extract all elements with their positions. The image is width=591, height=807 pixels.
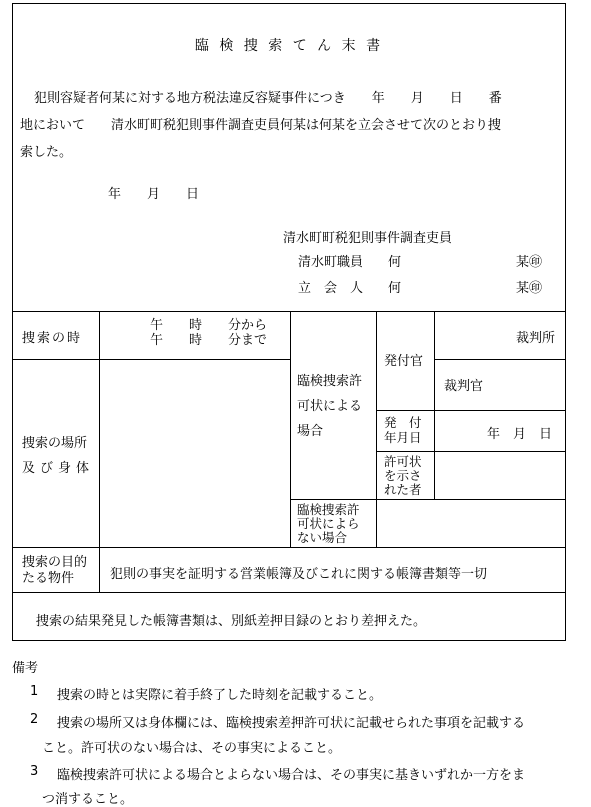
intro-line-3: 索した。: [20, 145, 73, 160]
right-block-left-line: [290, 311, 291, 548]
date-row-bottom: [376, 451, 566, 452]
purpose-label-2: たる物件: [22, 571, 75, 586]
warrant-case-2: 可状による: [297, 399, 363, 414]
issue-date-label-2: 年月日: [384, 430, 422, 445]
staff-name: 何: [388, 255, 402, 270]
table-top-line: [12, 311, 566, 312]
note-3-text: 臨検捜索許可状による場合とよらない場合は、その事実に基きいずれか一方をま: [57, 768, 526, 783]
time-label: 捜索の時: [22, 331, 83, 346]
place-label-1: 捜索の場所: [22, 436, 88, 451]
note-2-number: 2: [30, 712, 39, 727]
witness-name: 何: [388, 281, 402, 296]
place-label-2: 及び身体: [22, 461, 95, 476]
witness-label: 立 会 人: [298, 281, 364, 296]
shown-to-1: 許可状: [384, 454, 422, 469]
staff-label: 清水町職員: [298, 255, 364, 270]
issue-date-value: 年 月 日: [487, 427, 553, 442]
issue-date-label-1: 発 付: [384, 415, 422, 430]
issuer-col-line: [376, 311, 377, 548]
note-3-continuation: つ消すること。: [42, 792, 134, 807]
court-label: 裁判所: [516, 331, 556, 346]
purpose-value: 犯則の事実を証明する営業帳簿及びこれに関する帳簿書類等一切: [110, 567, 488, 582]
warrant-case-1: 臨検捜索許: [297, 374, 363, 389]
purpose-row-bottom: [12, 592, 566, 593]
intro-line-2: 地において 清水町町税犯則事件調査吏員何某は何某を立会させて次のとおり捜: [20, 118, 502, 133]
issuer-row-bottom: [376, 410, 566, 411]
witness-seal: 某㊞: [516, 281, 543, 296]
shown-to-3: れた者: [384, 482, 422, 497]
time-line-2: 午 時 分まで: [150, 333, 268, 348]
intro-line-1: 犯則容疑者何某に対する地方税法違反容疑事件につき 年 月 日 番: [34, 91, 502, 106]
warrant-case-3: 場合: [297, 424, 324, 439]
court-row-bottom: [434, 359, 566, 360]
date-line: 年 月 日: [108, 187, 200, 202]
note-1-text: 捜索の時とは実際に着手終了した時刻を記載すること。: [57, 688, 383, 703]
no-warrant-2: 可状によら: [297, 516, 360, 531]
official-title: 清水町町税犯則事件調査吏員: [283, 231, 453, 246]
no-warrant-1: 臨検捜索許: [297, 502, 360, 517]
note-2-text: 捜索の場所又は身体欄には、臨検捜索差押許可状に記載せられた事項を記載する: [57, 716, 526, 731]
staff-seal: 某㊞: [516, 255, 543, 270]
document-title: 臨 検 捜 索 て ん 末 書: [194, 38, 384, 54]
frame-bottom: [12, 640, 566, 641]
judge-label: 裁判官: [444, 379, 484, 394]
notes-heading: 備考: [12, 661, 39, 676]
result-text: 捜索の結果発見した帳簿書類は、別紙差押目録のとおり差押えた。: [36, 614, 427, 629]
warrant-block-bottom: [290, 499, 566, 500]
value-col-line: [434, 311, 435, 500]
no-warrant-3: ない場合: [297, 530, 348, 545]
time-row-bottom: [12, 359, 291, 360]
shown-to-2: を示さ: [384, 468, 422, 483]
purpose-label-1: 捜索の目的: [22, 555, 88, 570]
note-2-continuation: こと。許可状のない場合は、その事実によること。: [42, 741, 342, 756]
frame-top: [12, 3, 566, 4]
issuer-label: 発付官: [384, 354, 424, 369]
frame-left: [12, 3, 13, 641]
label-col-line: [99, 311, 100, 593]
note-1-number: 1: [30, 684, 39, 699]
place-row-bottom: [12, 547, 566, 548]
time-line-1: 午 時 分から: [150, 318, 268, 333]
note-3-number: 3: [30, 764, 39, 779]
frame-right: [565, 3, 566, 641]
